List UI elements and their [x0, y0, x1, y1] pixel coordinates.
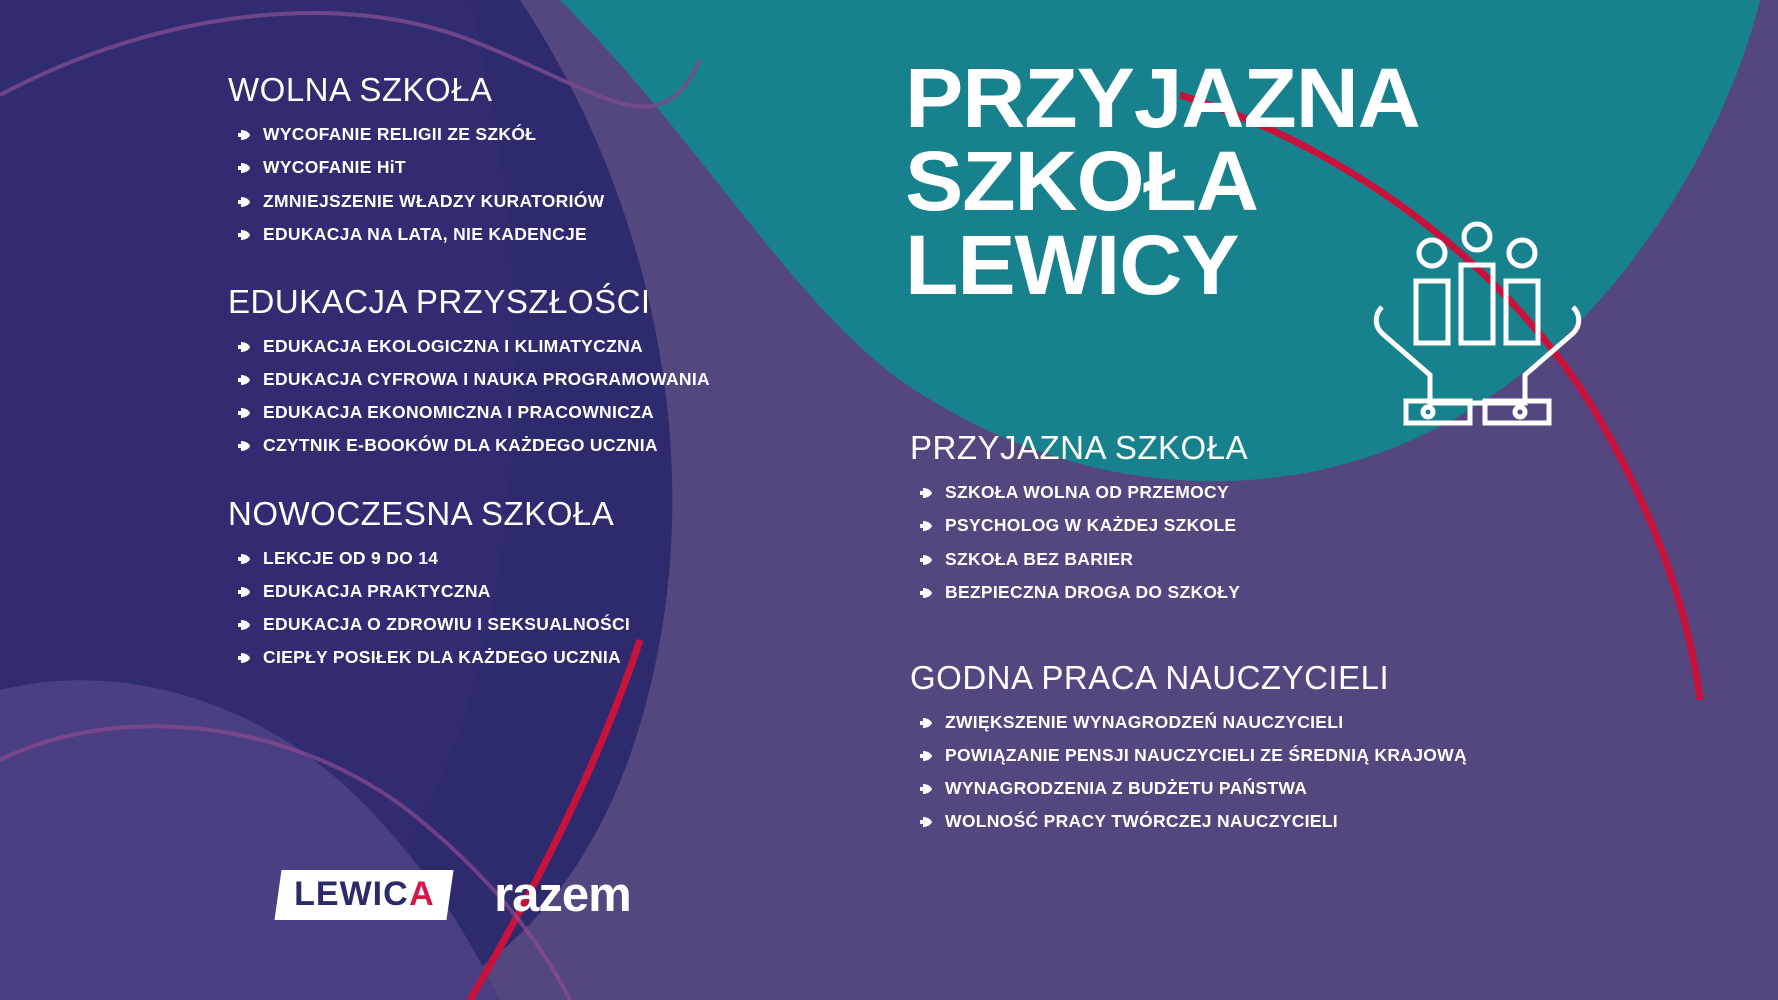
- list-item-label: EDUKACJA NA LATA, NIE KADENCJE: [263, 223, 588, 244]
- hand-pointer-bullet-icon: [228, 226, 252, 244]
- list-item: [228, 548, 848, 568]
- list-item-label: CIEPŁY POSIŁEK DLA KAŻDEGO UCZNIA: [263, 647, 621, 668]
- hand-pointer-bullet-icon: [910, 813, 934, 831]
- section-title: EDUKACJA PRZYSZŁOŚCI: [228, 282, 651, 320]
- poster-headline: [905, 51, 1420, 312]
- section-edukacja-przyszlosci: [228, 284, 848, 456]
- hand-pointer-bullet-icon: [228, 649, 252, 667]
- list-item: [910, 515, 1610, 535]
- list-item-label: SZKOŁA BEZ BARIER: [945, 548, 1134, 569]
- section-title: NOWOCZESNA SZKOŁA: [228, 494, 615, 532]
- bullet-list: [910, 712, 1610, 832]
- section-wolna-szkola: [228, 72, 848, 244]
- bullet-list: [228, 336, 848, 456]
- list-item-label: PSYCHOLOG W KAŻDEJ SZKOLE: [945, 515, 1237, 536]
- hand-pointer-bullet-icon: [910, 780, 934, 798]
- hand-pointer-bullet-icon: [228, 193, 252, 211]
- bullet-list: [228, 124, 848, 244]
- razem-logo: razem: [494, 867, 631, 922]
- list-item-label: ZWIĘKSZENIE WYNAGRODZEŃ NAUCZYCIELI: [945, 712, 1344, 733]
- section-przyjazna-szkola: [910, 430, 1610, 602]
- hand-pointer-bullet-icon: [228, 371, 252, 389]
- list-item: [228, 369, 848, 389]
- hand-pointer-bullet-icon: [228, 550, 252, 568]
- logo-row: [278, 867, 631, 922]
- list-item: [910, 549, 1610, 569]
- list-item-label: SZKOŁA WOLNA OD PRZEMOCY: [945, 482, 1229, 503]
- hand-pointer-bullet-icon: [228, 583, 252, 601]
- lewica-logo-accent: A: [408, 875, 435, 913]
- bullet-list: [228, 548, 848, 668]
- hand-pointer-bullet-icon: [910, 484, 934, 502]
- list-item: [228, 647, 848, 667]
- list-item-label: EDUKACJA EKOLOGICZNA I KLIMATYCZNA: [263, 336, 643, 357]
- list-item: [228, 435, 848, 455]
- lewica-logo: [274, 870, 453, 920]
- headline-line-3: LEWICY: [905, 217, 1239, 312]
- hand-pointer-bullet-icon: [228, 404, 252, 422]
- hand-pointer-bullet-icon: [228, 159, 252, 177]
- list-item: [228, 124, 848, 144]
- list-item-label: WYCOFANIE HiT: [263, 157, 406, 178]
- hand-pointer-bullet-icon: [228, 616, 252, 634]
- list-item: [228, 157, 848, 177]
- section-godna-praca-nauczycieli: [910, 660, 1610, 832]
- list-item-label: LEKCJE OD 9 DO 14: [263, 547, 439, 568]
- hand-pointer-bullet-icon: [228, 437, 252, 455]
- headline-line-2: SZKOŁA: [905, 134, 1258, 229]
- right-column: [910, 430, 1610, 832]
- list-item: [910, 482, 1610, 502]
- hand-pointer-bullet-icon: [910, 714, 934, 732]
- bullet-list: [910, 482, 1610, 602]
- section-nowoczesna-szkola: [228, 496, 848, 668]
- section-title: WOLNA SZKOŁA: [228, 71, 493, 108]
- section-title: PRZYJAZNA SZKOŁA: [910, 429, 1249, 466]
- list-item-label: CZYTNIK E-BOOKÓW DLA KAŻDEGO UCZNIA: [263, 435, 658, 456]
- list-item-label: ZMNIEJSZENIE WŁADZY KURATORIÓW: [263, 190, 605, 211]
- list-item-label: EDUKACJA PRAKTYCZNA: [263, 581, 491, 602]
- list-item: [910, 582, 1610, 602]
- hand-pointer-bullet-icon: [910, 551, 934, 569]
- list-item: [228, 402, 848, 422]
- list-item: [228, 224, 848, 244]
- list-item: [910, 745, 1610, 765]
- list-item: [910, 712, 1610, 732]
- hand-pointer-bullet-icon: [910, 584, 934, 602]
- list-item: [228, 614, 848, 634]
- people-in-hands-icon: [1370, 215, 1585, 445]
- lewica-logo-text: LEWIC: [294, 875, 409, 913]
- list-item: [910, 778, 1610, 798]
- hand-pointer-bullet-icon: [910, 747, 934, 765]
- list-item: [228, 581, 848, 601]
- section-title: GODNA PRACA NAUCZYCIELI: [910, 658, 1390, 696]
- list-item-label: EDUKACJA CYFROWA I NAUKA PROGRAMOWANIA: [263, 369, 710, 390]
- list-item: [910, 811, 1610, 831]
- headline-line-1: PRZYJAZNA: [905, 51, 1420, 145]
- list-item-label: WOLNOŚĆ PRACY TWÓRCZEJ NAUCZYCIELI: [945, 811, 1338, 832]
- list-item-label: EDUKACJA EKONOMICZNA I PRACOWNICZA: [263, 402, 654, 423]
- hand-pointer-bullet-icon: [910, 517, 934, 535]
- list-item-label: POWIĄZANIE PENSJI NAUCZYCIELI ZE ŚREDNIĄ KRAJOWĄ: [945, 745, 1467, 766]
- left-column: [228, 72, 848, 667]
- hand-pointer-bullet-icon: [228, 338, 252, 356]
- list-item: [228, 191, 848, 211]
- list-item-label: BEZPIECZNA DROGA DO SZKOŁY: [945, 581, 1241, 602]
- list-item: [228, 336, 848, 356]
- list-item-label: EDUKACJA O ZDROWIU I SEKSUALNOŚCI: [263, 614, 631, 635]
- list-item-label: WYCOFANIE RELIGII ZE SZKÓŁ: [263, 124, 537, 145]
- list-item-label: WYNAGRODZENIA Z BUDŻETU PAŃSTWA: [945, 778, 1308, 799]
- hand-pointer-bullet-icon: [228, 126, 252, 144]
